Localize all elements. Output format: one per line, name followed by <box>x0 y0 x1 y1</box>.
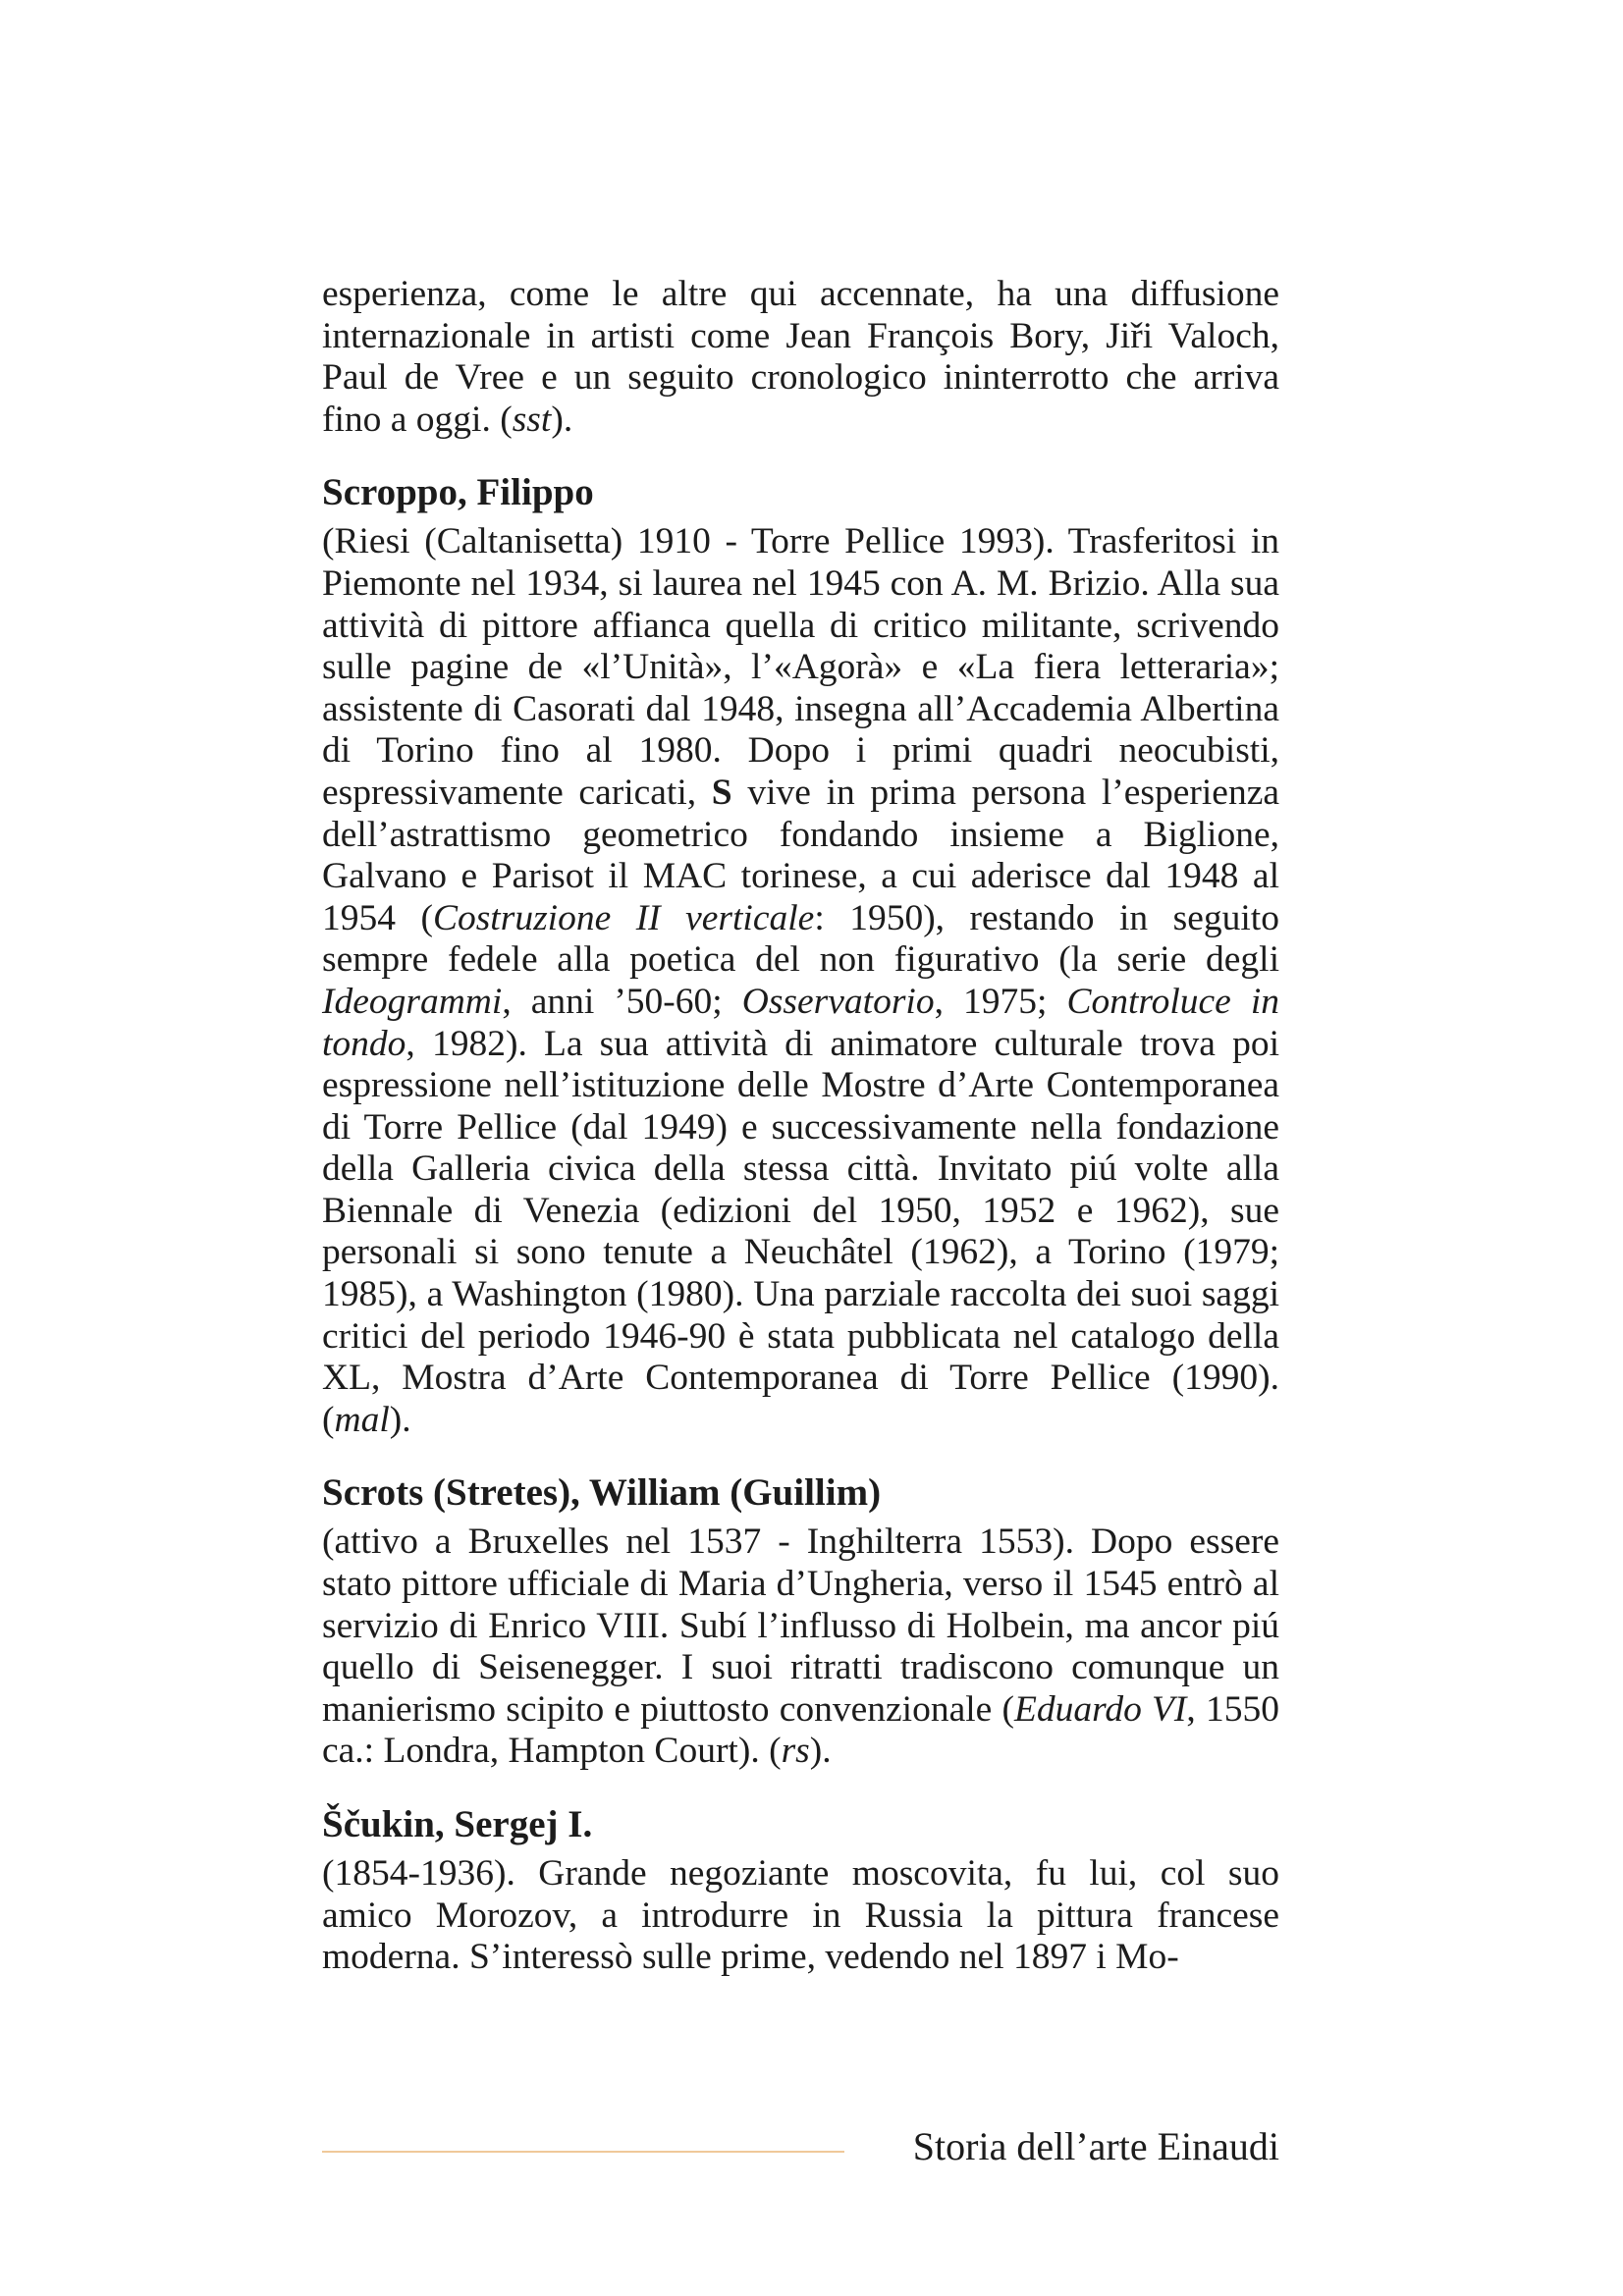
intro-text: esperienza, come le altre qui accennate, ha una diffusione internazionale in artisti come Jean François Bory, Jiři Valoch, Paul de Vree e un seguito cronologico ininterrotto che arriva fino a oggi. ( <box>322 274 1279 440</box>
body-text: (1854-1936). Grande negoziante moscovita, fu lui, col suo amico Morozov, a introdurre in Russia la pittura francese moderna. S’interessò sulle prime, vedendo nel 1897 i Mo- <box>322 1853 1279 1978</box>
headword-scrots: Scrots (Stretes), William (Guillim) <box>322 1471 882 1515</box>
author-signature: mal <box>334 1399 390 1440</box>
author-signature: sst <box>512 399 552 440</box>
text-column <box>322 274 1279 1979</box>
entry-body-scukin <box>322 1853 1279 1979</box>
body-text: , anni ’50-60; <box>502 981 742 1022</box>
artwork-title: Eduardo VI <box>1013 1688 1187 1730</box>
entry-scroppo <box>322 470 1279 1441</box>
body-text: vive in prima persona l’esperienza dell’astrattismo geometrico fondando insieme a Biglione, Galvano e Parisot il MAC torinese, a cui aderisce dal 1948 al 1954 ( <box>322 772 1279 938</box>
bold-initial: S <box>711 772 732 813</box>
entry-scrots <box>322 1470 1279 1773</box>
body-text: (attivo a Bruxelles nel 1537 - Inghilterra 1553). Dopo essere stato pittore ufficiale di Maria d’Ungheria, verso il 1545 entrò al servizio di Enrico VIII. Subí l’influsso di Holbein, ma ancor piú quello di Seisenegger. I suoi ritratti tradiscono comunque un manierismo scipito e piuttosto convenzionale ( <box>322 1522 1279 1730</box>
body-text: ). <box>809 1731 832 1772</box>
artwork-title: Ideogrammi <box>322 981 503 1022</box>
intro-end: ). <box>551 399 573 440</box>
body-text: (Riesi (Caltanisetta) 1910 - Torre Pellice 1993). Trasferitosi in Piemonte nel 1934, si laurea nel 1945 con A. M. Brizio. Alla sua attività di pittore affianca quella di critico militante, scrivendo sulle pagine de «l’Unità», l’«Agorà» e «La fiera letteraria»; assistente di Casorati dal 1948, insegna all’Accademia Albertina di Torino fino al 1980. Dopo i primi quadri neocubisti, espressivamente caricati, <box>322 521 1279 813</box>
entry-scukin <box>322 1802 1279 1979</box>
intro-paragraph <box>322 274 1279 441</box>
entry-body-scrots <box>322 1522 1279 1773</box>
artwork-title: Osservatorio <box>741 981 935 1022</box>
body-text: : 1950), restando in seguito sempre fedele alla poetica del non figurativo (la serie degli <box>322 897 1279 981</box>
headword-scroppo: Scroppo, Filippo <box>322 471 594 514</box>
entry-body-scroppo <box>322 521 1279 1441</box>
artwork-title: Costruzione II verticale <box>432 897 815 938</box>
body-text: , 1975; <box>934 981 1067 1022</box>
body-text: , 1982). La sua attività di animatore culturale trova poi espressione nell’istituzione delle Mostre d’Arte Contemporanea di Torre Pellice (dal 1949) e successivamente nella fondazione della Galleria civica della stessa città. Invitato piú volte alla Biennale di Venezia (edizioni del 1950, 1952 e 1962), sue personali si sono tenute a Neuchâtel (1962), a Torino (1979; 1985), a Washington (1980). Una parziale raccolta dei suoi saggi critici del periodo 1946-90 è stata pubblicata nel catalogo della XL, Mostra d’Arte Contemporanea di Torre Pellice (1990). ( <box>322 1023 1279 1440</box>
artwork-title: Controluce in tondo <box>322 981 1279 1064</box>
footer-title: Storia dell’arte Einaudi <box>912 2124 1279 2168</box>
headword-scukin: Ščukin, Sergej I. <box>322 1803 593 1845</box>
body-text: ). <box>389 1399 411 1440</box>
footer-rule <box>322 2151 844 2153</box>
body-text: , 1550 ca.: Londra, Hampton Court). ( <box>322 1688 1279 1772</box>
author-signature: rs <box>781 1731 810 1772</box>
